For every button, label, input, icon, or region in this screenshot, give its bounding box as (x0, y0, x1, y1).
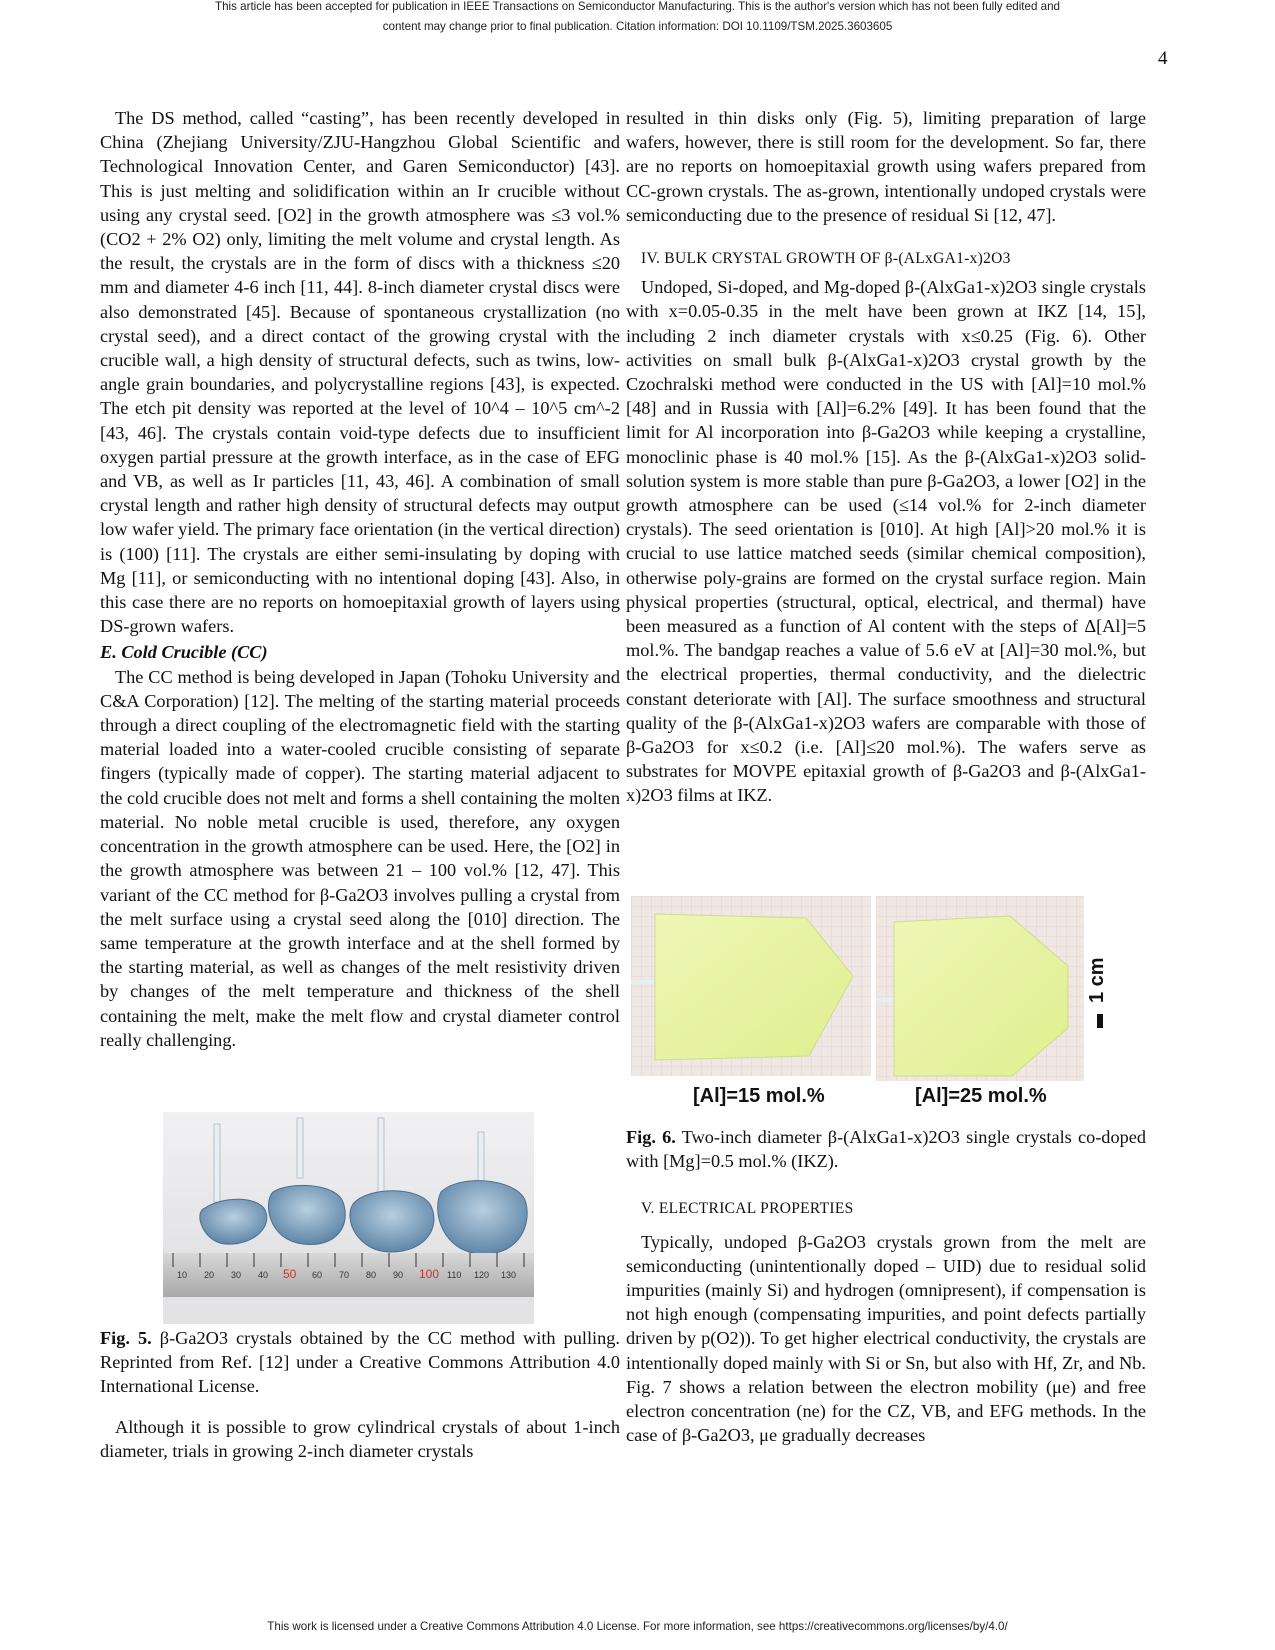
paragraph-cc-cylindrical: Although it is possible to grow cylindrical crystals of about 1-inch diameter, trials in growing 2-inch diameter crystals (100, 1416, 620, 1461)
ruler-label: 50 (283, 1267, 297, 1281)
left-column-bottom (100, 1326, 620, 1463)
left-column (100, 106, 620, 1052)
figure-6-label: Fig. 6. (626, 1127, 676, 1147)
ruler-label: 60 (312, 1270, 323, 1280)
ruler-label: 30 (231, 1270, 242, 1280)
ruler-label: 130 (501, 1270, 517, 1280)
crystals-photo-illustration (163, 1112, 534, 1324)
paragraph-cc-method: The CC method is being developed in Japan (Tohoku University and C&A Corporation) [12]. The melting of the starting material proceeds through a direct coupling of the electromagnetic field with the starting material loaded into a water-cooled crucible consisting of separate fingers (typically made of copper). The starting material adjacent to the cold crucible does not melt and forms a shell containing the molten material. No noble metal crucible is used, therefore, any oxygen concentration in the growth atmosphere can be used. Here, the [O2] in the growth atmosphere was between 21 – 100 vol.% [12, 47]. This variant of the CC method for β-Ga2O3 involves pulling a crystal from the melt surface using a crystal seed along the [010] direction. The same temperature at the growth interface and at the shell formed by the starting material, as well as changes of the melt resistivity driven by changes of the melt temperature and thickness of the shell containing the melt, make the melt flow and crystal diameter control really challenging. (100, 666, 620, 1050)
ruler-label: 90 (393, 1270, 404, 1280)
figure-5-caption (100, 1326, 620, 1399)
crystal-photo-25 (876, 896, 1084, 1081)
subsection-heading-cold-crucible: E. Cold Crucible (CC) (100, 642, 268, 663)
figure-6-caption (626, 1125, 1146, 1173)
ruler-label: 120 (474, 1270, 490, 1280)
license-footer: This work is licensed under a Creative Commons Attribution 4.0 License. For more information, see https://creativecommons.org/licenses/by/4.0/ (267, 1620, 1008, 1633)
figure-5-caption-text: β-Ga2O3 crystals obtained by the CC method with pulling. Reprinted from Ref. [12] under a Creative Commons Attribution 4.0 International License. (100, 1328, 620, 1397)
ruler-label: 80 (366, 1270, 377, 1280)
figure-6-label-left: [Al]=15 mol.% (693, 1085, 825, 1107)
right-column-bottom (626, 1125, 1146, 1447)
ruler-label: 100 (419, 1267, 440, 1281)
ruler-label: 20 (204, 1270, 215, 1280)
page-number: 4 (1158, 48, 1168, 69)
paragraph-electrical: Typically, undoped β-Ga2O3 crystals grown from the melt are semiconducting (unintentionally doped – UID) due to residual solid impurities (mainly Si) and hydrogen (omnipresent), if compensation is not high enough (compensating impurities, and point defects partially driven by p(O2)). To get higher electrical conductivity, the crystals are intentionally doped mainly with Si or Sn, but also with Hf, Zr, and Nb. Fig. 7 shows a relation between the electron mobility (μe) and free electron concentration (ne) for the CZ, VB, and EFG methods. In the case of β-Ga2O3, μe gradually decreases (626, 1231, 1146, 1446)
scale-label: 1 cm (1086, 957, 1108, 1003)
scale-bar (1097, 1014, 1103, 1028)
right-column (626, 106, 1146, 808)
ruler-label: 40 (258, 1270, 269, 1280)
paragraph-algao-growth: Undoped, Si-doped, and Mg-doped β-(AlxGa1-x)2O3 single crystals with x=0.05-0.35 in the melt have been grown at IKZ [14, 15], including 2 inch diameter crystals with x≤0.25 (Fig. 6). Other activities on small bulk β-(AlxGa1-x)2O3 crystal growth by the Czochralski method were conducted in the US with [Al]=10 mol.% [48] and in Russia with [Al]=6.2% [49]. It has been found that the limit for Al incorporation into β-Ga2O3 while keeping a crystalline, monoclinic phase is 40 mol.% [15]. As the β-(AlxGa1-x)2O3 solid-solution system is more stable than pure β-Ga2O3, a lower [O2] in the growth atmosphere can be used (≤14 vol.% for 2-inch diameter crystals). The seed orientation is [010]. At high [Al]>20 mol.% it is crucial to use lattice matched seeds (similar chemical composition), otherwise poly-grains are formed on the crystal surface region. Main physical properties (structural, optical, electrical, and thermal) have been measured as a function of Al content with the steps of Δ[Al]=5 mol.%. The bandgap reaches a value of 5.6 eV at [Al]=30 mol.%, but the electrical properties, thermal conductivity, and the dielectric constant deteriorate with [Al]. The surface smoothness and structural quality of the β-(AlxGa1-x)2O3 wafers are comparable with those of β-Ga2O3 for x≤0.2 (i.e. [Al]≤20 mol.%). The wafers serve as substrates for MOVPE epitaxial growth of β-Ga2O3 and β-(AlxGa1-x)2O3 films at IKZ. (626, 277, 1146, 806)
ruler-label: 110 (447, 1270, 462, 1280)
figure-6-label-right: [Al]=25 mol.% (915, 1085, 1047, 1107)
ruler-label: 10 (177, 1270, 188, 1280)
paragraph-ds-method: The DS method, called “casting”, has been recently developed in China (Zhejiang University/ZJU-Hangzhou Global Scientific and Technological Innovation Center, and Garen Semiconductor) [43]. This is just melting and solidification within an Ir crucible without using any crystal seed. [O2] in the growth atmosphere was ≤3 vol.% (CO2 + 2% O2) only, limiting the melt volume and crystal length. As the result, the crystals are in the form of discs with a thickness ≤20 mm and diameter 4-6 inch [11, 44]. 8-inch diameter crystal discs were also demonstrated [45]. Because of spontaneous crystallization (no crystal seed), and a direct contact of the growing crystal with the crucible wall, a high density of structural defects, such as twins, low-angle grain boundaries, and polycrystalline regions [43], is expected. The etch pit density was reported at the level of 10^4 – 10^5 cm^-2 [43, 46]. The crystals contain void-type defects due to insufficient oxygen partial pressure at the growth interface, as in the case of EFG and VB, as well as Ir particles [11, 43, 46]. A combination of small crystal length and rather high density of structural defects may output low wafer yield. The primary face orientation (in the vertical direction) is (100) [11]. The crystals are either semi-insulating by doping with Mg [11], or semiconducting with no intentional doping [43]. Also, in this case there are no reports on homoepitaxial growth of layers using DS-grown wafers. (100, 108, 620, 637)
journal-header-line1: This article has been accepted for publication in IEEE Transactions on Semiconductor Manufacturing. This is the author's version which has not been fully edited and (215, 0, 1060, 13)
paragraph-cc-continued: resulted in thin disks only (Fig. 5), limiting preparation of large wafers, however, there is still room for the development. So far, there are no reports on homoepitaxial growth using wafers prepared from CC-grown crystals. The as-grown, intentionally undoped crystals were semiconducting due to the presence of residual Si [12, 47]. (626, 108, 1146, 225)
section-heading-v: V. ELECTRICAL PROPERTIES (641, 1200, 854, 1218)
figure-5-label: Fig. 5. (100, 1328, 152, 1348)
figure-6-photo-left (631, 896, 871, 1076)
figure-5-photo (163, 1112, 534, 1324)
journal-header-line2: content may change prior to final publication. Citation information: DOI 10.1109/TSM.2025.3603605 (382, 20, 893, 33)
figure-6-caption-text: Two-inch diameter β-(AlxGa1-x)2O3 single crystals co-doped with [Mg]=0.5 mol.% (IKZ). (626, 1127, 1146, 1172)
crystal-photo-15 (631, 896, 871, 1076)
section-heading-iv: IV. BULK CRYSTAL GROWTH OF β-(ALxGA1-x)2O3 (641, 250, 1011, 268)
figure-6-photo-right (876, 896, 1084, 1081)
ruler-label: 70 (339, 1270, 350, 1280)
